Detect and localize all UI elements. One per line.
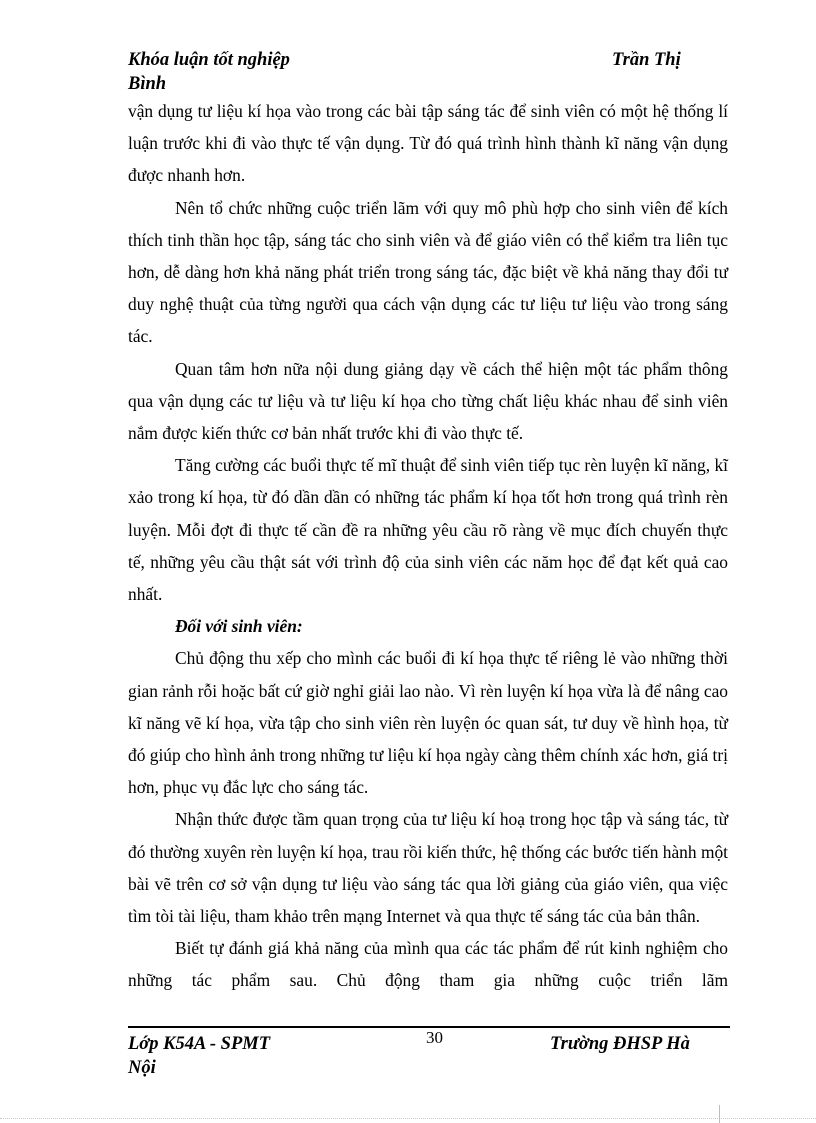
header-author-name: Trần Thị	[612, 50, 681, 70]
footer-class-name: Lớp K54A - SPMT	[128, 1034, 271, 1054]
paragraph-self-practice: Chủ động thu xếp cho mình các buổi đi kí họa thực tế riêng lẻ vào những thời gian rảnh rỗi hoặc bất cứ giờ nghỉ giải lao nào. Vì rèn luyện kí họa vừa là để nâng cao kĩ năng vẽ kí họa, vừa tập cho sinh viên rèn luyện óc quan sát, tư duy về hình họa, từ đó giúp cho hình ảnh trong những tư liệu kí họa ngày càng thêm chính xác hơn, giá trị hơn, phục vụ đắc lực cho sáng tác.	[128, 648, 728, 798]
header-thesis-title: Khóa luận tốt nghiệp	[128, 50, 290, 70]
body-text	[128, 95, 728, 997]
paragraph-self-evaluation: Biết tự đánh giá khả năng của mình qua các tác phẩm để rút kinh nghiệm cho những tác phẩm sau. Chủ động tham gia những cuộc triển lãm	[128, 938, 728, 991]
paragraph-field-trips: Tăng cường các buổi thực tế mĩ thuật để sinh viên tiếp tục rèn luyện kĩ năng, kĩ xảo trong kí họa, từ đó dần dần có những tác phẩm kí họa tốt hơn trong quá trình rèn luyện. Mỗi đợt đi thực tế cần đề ra những yêu cầu rõ ràng về mục đích chuyến thực tế, những yêu cầu thật sát với trình độ của sinh viên các năm học để đạt kết quả cao nhất.	[128, 455, 728, 605]
paragraph-exhibitions: Nên tổ chức những cuộc triển lãm với quy mô phù hợp cho sinh viên để kích thích tinh thần học tập, sáng tác cho sinh viên và để giáo viên có thể kiểm tra liên tục hơn, dễ dàng hơn khả năng phát triển trong sáng tác, đặc biệt về khả năng thay đổi tư duy nghệ thuật của từng người qua cách vận dụng các tư liệu tư liệu vào trong sáng tác.	[128, 197, 728, 347]
section-heading-students: Đối với sinh viên:	[175, 616, 303, 637]
paragraph-teaching-content: Quan tâm hơn nữa nội dung giảng dạy về cách thể hiện một tác phẩm thông qua vận dụng các tư liệu và tư liệu kí họa cho từng chất liệu khác nhau để sinh viên nắm được kiến thức cơ bản nhất trước khi đi vào thực tế.	[128, 358, 728, 444]
page-footer	[128, 1030, 730, 1080]
page-number: 30	[426, 1028, 443, 1047]
footer-university-name: Trường ĐHSP Hà	[550, 1034, 690, 1054]
page-boundary-line	[0, 1118, 816, 1119]
footer-university-name-continued: Nội	[128, 1058, 156, 1078]
page-corner-mark	[719, 1105, 720, 1123]
header-author-name-continued: Bình	[128, 74, 167, 94]
paragraph-awareness: Nhận thức được tầm quan trọng của tư liệu kí hoạ trong học tập và sáng tác, từ đó thường xuyên rèn luyện kí họa, trau rồi kiến thức, hệ thống các bước tiến hành một bài vẽ trên cơ sở vận dụng tư liệu vào sáng tác qua lời giảng của giáo viên, qua việc tìm tòi tài liệu, tham khảo trên mạng Internet và qua thực tế sáng tác của bản thân.	[128, 809, 728, 927]
page-header	[128, 48, 728, 96]
paragraph-continued: vận dụng tư liệu kí họa vào trong các bài tập sáng tác để sinh viên có một hệ thống lí luận trước khi đi vào thực tế vận dụng. Từ đó quá trình hình thành kĩ năng vận dụng được nhanh hơn.	[128, 101, 728, 186]
